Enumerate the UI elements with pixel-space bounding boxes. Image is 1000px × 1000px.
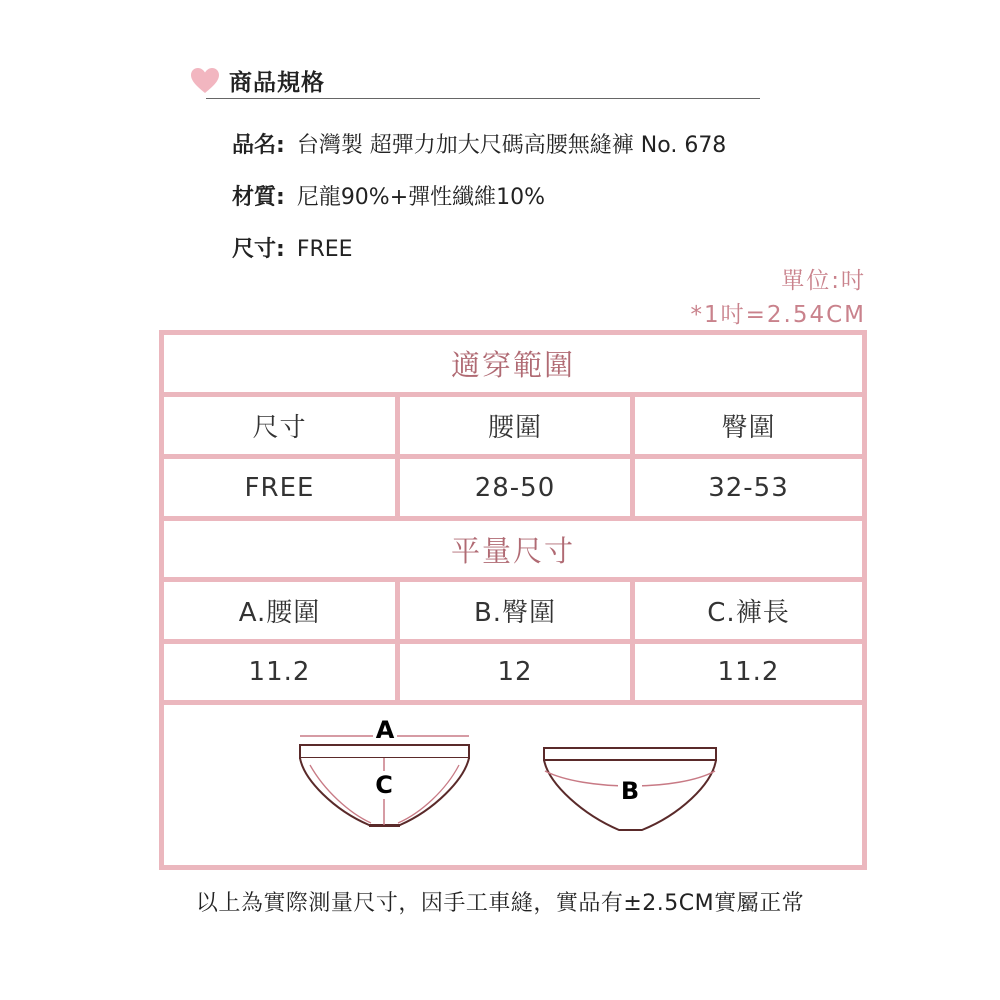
label-b: B (618, 777, 642, 805)
fit-header-waist: 腰圍 (400, 397, 630, 454)
section-title: 商品規格 (229, 70, 325, 96)
label-c: C (372, 771, 396, 799)
fit-value-size: FREE (164, 459, 395, 516)
footer-note: 以上為實際測量尺寸，因手工車縫，實品有±2.5CM實屬正常 (195, 891, 805, 916)
flat-header-waist: A.腰圍 (164, 582, 395, 639)
heart-icon (191, 68, 219, 94)
label-a: A (373, 716, 397, 744)
briefs-diagram (164, 705, 862, 865)
flat-size-title: 平量尺寸 (164, 521, 862, 577)
flat-value-waist: 11.2 (164, 644, 395, 700)
title-divider (206, 98, 760, 99)
flat-value-length: 11.2 (635, 644, 862, 700)
unit-conversion-note: *1吋=2.54CM (690, 302, 866, 328)
spec-value: FREE (296, 237, 353, 262)
fit-header-size: 尺寸 (164, 397, 395, 454)
fit-value-hip: 32-53 (635, 459, 862, 516)
spec-label: 材質: (232, 185, 285, 210)
spec-value: 台灣製 超彈力加大尺碼高腰無縫褲 No. 678 (296, 133, 727, 158)
spec-product-name (232, 128, 726, 159)
spec-size (232, 232, 353, 263)
flat-header-hip: B.臀圍 (400, 582, 630, 639)
spec-label: 尺寸: (232, 237, 285, 262)
fit-value-waist: 28-50 (400, 459, 630, 516)
flat-value-hip: 12 (400, 644, 630, 700)
fit-range-title: 適穿範圍 (164, 335, 862, 392)
flat-header-length: C.褲長 (635, 582, 862, 639)
unit-note: 單位:吋 (781, 268, 866, 294)
spec-value: 尼龍90%+彈性纖維10% (296, 185, 546, 210)
spec-label: 品名: (232, 133, 285, 158)
size-table (159, 330, 867, 870)
fit-header-hip: 臀圍 (635, 397, 862, 454)
spec-material (232, 180, 545, 211)
measurement-diagram (164, 705, 862, 865)
